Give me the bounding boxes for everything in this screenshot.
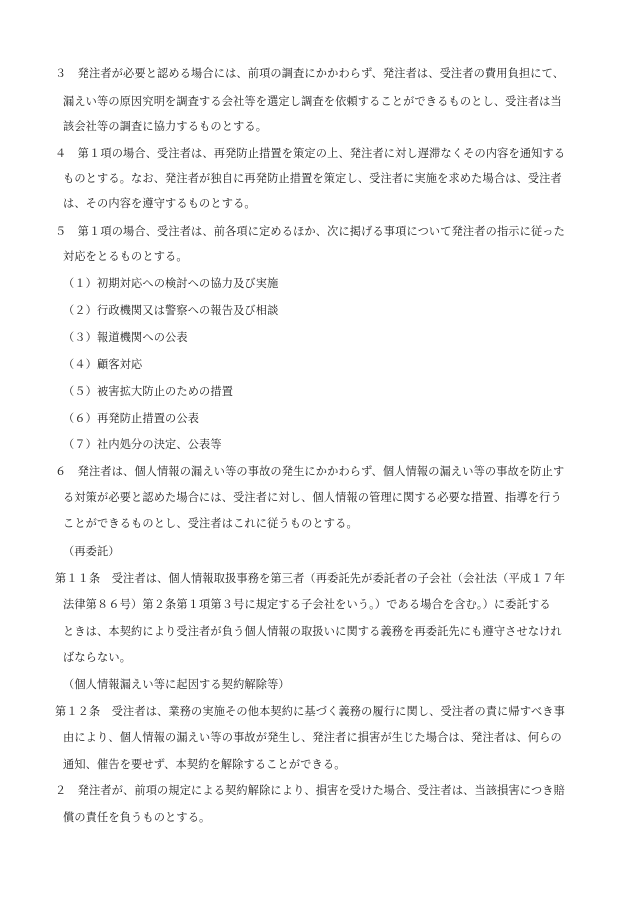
- text-line: 漏えい等の原因究明を調査する会社等を選定し調査を依頼することができるものとし、受注者は当: [63, 95, 562, 108]
- list-item: （１）初期対応への検討への協力及び実施: [63, 277, 279, 290]
- text-line: ３ 発注者が必要と認める場合には、前項の調査にかかわらず、発注者は、受注者の費用負担にて、: [55, 67, 565, 80]
- section-heading: （再委託）: [63, 545, 120, 558]
- text-line: 通知、催告を要せず、本契約を解除することができる。: [63, 758, 346, 771]
- text-line: は、その内容を遵守するものとする。: [63, 197, 256, 210]
- list-item: （７）社内処分の決定、公表等: [63, 438, 222, 451]
- text-line: ２ 発注者が、前項の規定による契約解除により、損害を受けた場合、受注者は、当該損害につき賠: [55, 784, 565, 797]
- text-line: ５ 第１項の場合、受注者は、前各項に定めるほか、次に掲げる事項について発注者の指示に従った: [55, 225, 565, 238]
- list-item: （６）再発防止措置の公表: [63, 412, 200, 425]
- text-line: 対応をとるものとする。: [63, 250, 188, 263]
- text-line: 由により、個人情報の漏えい等の事故が発生し、発注者に損害が生じた場合は、発注者は、何らの: [63, 731, 562, 744]
- list-item: （５）被害拡大防止のための措置: [63, 385, 234, 398]
- text-line: 法律第８６号）第２条第１項第３号に規定する子会社をいう。）である場合を含む。）に委託する: [63, 598, 551, 611]
- text-line: 第１１条 受注者は、個人情報取扱事務を第三者（再委託先が委託者の子会社（会社法（平成１７年: [55, 572, 566, 585]
- list-item: （２）行政機関又は警察への報告及び相談: [63, 304, 279, 317]
- text-line: 第１２条 受注者は、業務の実施その他本契約に基づく義務の履行に関し、受注者の責に帰すべき事: [55, 705, 565, 718]
- list-item: （４）顧客対応: [63, 358, 143, 371]
- text-line: ときは、本契約により受注者が負う個人情報の取扱いに関する義務を再委託先にも遵守させなけれ: [63, 625, 562, 638]
- text-line: ６ 発注者は、個人情報の漏えい等の事故の発生にかかわらず、個人情報の漏えい等の事故を防止す: [55, 465, 565, 478]
- text-line: 償の責任を負うものとする。: [63, 811, 211, 824]
- text-line: ばならない。: [63, 651, 132, 664]
- text-line: ものとする。なお、発注者が独自に再発防止措置を策定し、受注者に実施を求めた場合は、受注者: [63, 172, 562, 185]
- text-line: ことができるものとし、受注者はこれに従うものとする。: [63, 517, 358, 530]
- section-heading: （個人情報漏えい等に起因する契約解除等）: [63, 678, 290, 691]
- text-line: 該会社等の調査に協力するものとする。: [63, 120, 268, 133]
- list-item: （３）報道機関への公表: [63, 331, 188, 344]
- text-line: ４ 第１項の場合、受注者は、再発防止措置を策定の上、発注者に対し遅滞なくその内容を通知する: [55, 147, 566, 160]
- text-line: る対策が必要と認めた場合には、受注者に対し、個人情報の管理に関する必要な措置、指導を行う: [63, 491, 562, 504]
